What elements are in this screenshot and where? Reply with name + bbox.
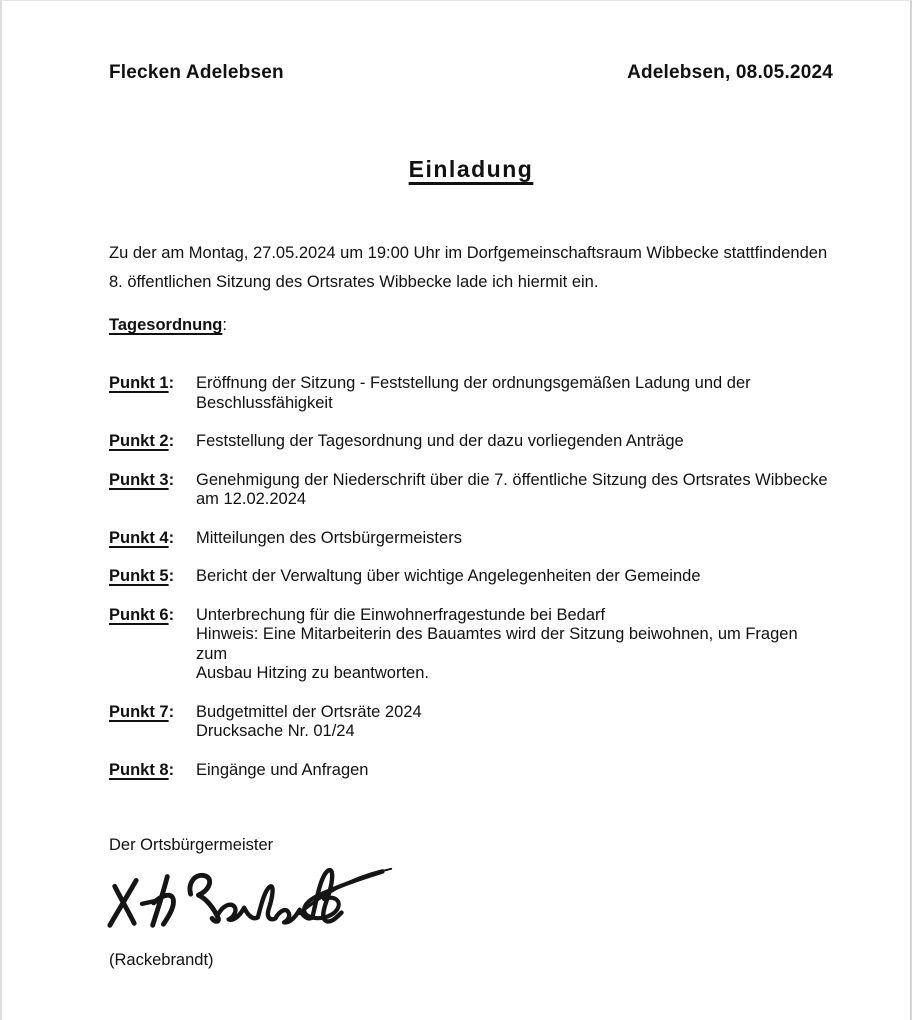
agenda-text-line: Feststellung der Tagesordnung und der dazu vorliegenden Anträge [196, 432, 684, 450]
agenda-item-1 [109, 374, 833, 413]
agenda-item-label: Punkt 2: [109, 432, 175, 450]
intro-line: 8. öffentlichen Sitzung des Ortsrates Wibbecke lade ich hiermit ein. [109, 273, 599, 291]
agenda-text-line: Mitteilungen des Ortsbürgermeisters [196, 528, 462, 547]
intro-line: Zu der am Montag, 27.05.2024 um 19:00 Uhr im Dorfgemeinschaftsraum Wibbecke stattfindenden [109, 244, 828, 262]
agenda-item-3 [109, 471, 833, 510]
agenda-text-line: Eingänge und Anfragen [196, 760, 369, 779]
agenda-item-label: Punkt 8: [109, 760, 175, 779]
agenda-text-line: Beschlussfähigkeit [196, 393, 333, 412]
agenda-text-line: Drucksache Nr. 01/24 [196, 722, 355, 740]
agenda-text-line: am 12.02.2024 [196, 490, 307, 508]
signature-block [109, 836, 833, 970]
agenda-item-4 [109, 529, 833, 549]
agenda-item-5 [109, 567, 833, 587]
agenda-item-text [196, 471, 833, 510]
agenda-item-label: Punkt 4: [109, 528, 175, 547]
agenda-text-line: Bericht der Verwaltung über wichtige Angelegenheiten der Gemeinde [196, 567, 701, 585]
agenda-item-label: Punkt 5: [109, 567, 175, 585]
document-title: Einladung [408, 156, 534, 182]
agenda-item-6 [109, 606, 833, 684]
agenda-heading-label: Tagesordnung [109, 316, 223, 334]
agenda-text-line: Eröffnung der Sitzung - Feststellung der ordnungsgemäßen Ladung und der [196, 374, 751, 392]
signature-role: Der Ortsbürgermeister [109, 836, 274, 854]
agenda-item-text [196, 432, 833, 452]
agenda-item-text [196, 529, 833, 549]
agenda-heading-colon: : [222, 316, 227, 334]
agenda-text-line: Budgetmittel der Ortsräte 2024 [196, 702, 422, 721]
agenda-item-label: Punkt 6: [109, 605, 175, 624]
title-row [109, 156, 833, 183]
agenda-item-text [196, 606, 833, 684]
intro-paragraph [109, 239, 833, 297]
document-content [2, 1, 910, 970]
agenda-item-7 [109, 703, 833, 742]
agenda-item-text [196, 374, 833, 413]
place-date: Adelebsen, 08.05.2024 [627, 62, 833, 83]
sender-name: Flecken Adelebsen [109, 62, 284, 83]
signature-handwriting [105, 859, 397, 937]
agenda-item-label: Punkt 7: [109, 702, 175, 721]
agenda-item-text [196, 567, 833, 587]
agenda-text-line: Hinweis: Eine Mitarbeiterin des Bauamtes wird der Sitzung beiwohnen, um Fragen zum [196, 625, 798, 663]
signature-name: (Rackebrandt) [109, 951, 214, 969]
agenda-heading [109, 316, 833, 335]
agenda-item-label: Punkt 3: [109, 470, 175, 489]
agenda-item-8 [109, 761, 833, 781]
agenda-item-label: Punkt 1: [109, 374, 175, 392]
agenda-text-line: Unterbrechung für die Einwohnerfragestunde bei Bedarf [196, 605, 606, 624]
document-header [109, 62, 833, 84]
agenda-text-line: Ausbau Hitzing zu beantworten. [196, 664, 429, 682]
agenda-text-line: Genehmigung der Niederschrift über die 7. öffentliche Sitzung des Ortsrates Wibbecke [196, 470, 828, 489]
agenda-item-text [196, 703, 833, 742]
agenda-item-text [196, 761, 833, 781]
agenda-item-2 [109, 432, 833, 452]
agenda-list [109, 374, 833, 780]
